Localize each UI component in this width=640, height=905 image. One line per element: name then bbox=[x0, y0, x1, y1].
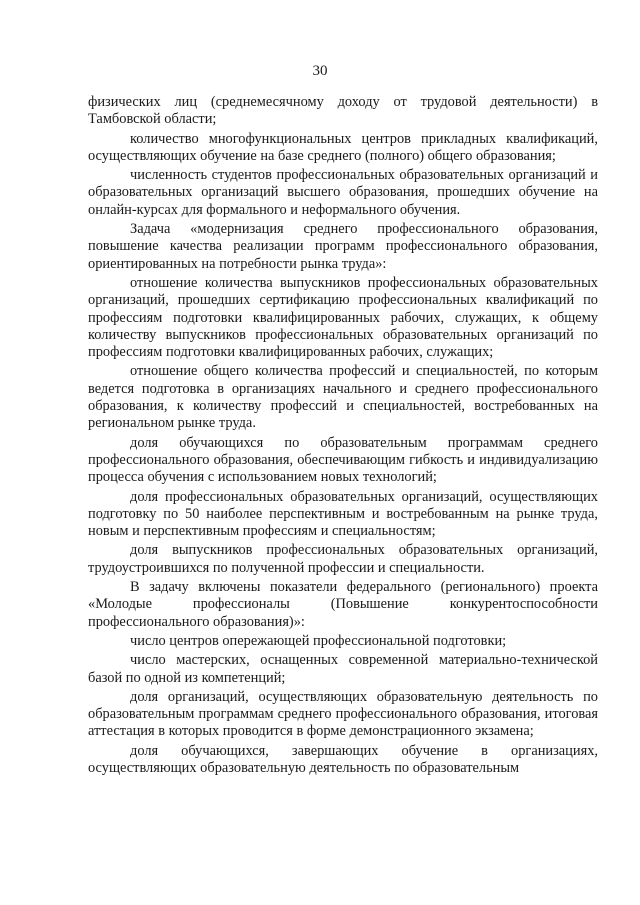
paragraph: отношение количества выпускников профессиональных образовательных организаций, прошедших сертификацию профессиональных квалификаций по профессиям подготовки квалифицированных рабочих, служащих, к общему количеству выпускников профессиональных образовательных организаций по профессиям подготовки квалифицированных рабочих, служащих; bbox=[88, 274, 598, 361]
paragraph: число мастерских, оснащенных современной материально-технической базой по одной из компетенций; bbox=[88, 652, 598, 686]
page-number: 30 bbox=[312, 63, 328, 79]
paragraph: доля профессиональных образовательных организаций, осуществляющих подготовку по 50 наиболее перспективным и востребованным на рынке труда, новым и перспективным профессиям и специальностям; bbox=[88, 488, 598, 540]
paragraph: доля обучающихся, завершающих обучение в организациях, осуществляющих образовательную деятельность по образовательным bbox=[88, 742, 598, 776]
paragraph: физических лиц (среднемесячному доходу от трудовой деятельности) в Тамбовской области; bbox=[88, 94, 598, 128]
paragraph: Задача «модернизация среднего профессионального образования, повышение качества реализации программ профессионального образования, ориентированных на потребности рынка труда»: bbox=[88, 221, 598, 272]
paragraph: доля выпускников профессиональных образовательных организаций, трудоустроившихся по полученной профессии и специальности. bbox=[88, 542, 598, 576]
paragraph: доля организаций, осуществляющих образовательную деятельность по образовательным программам среднего профессионального образования, итоговая аттестация в которых проводится в форме демонстрационного экзамена; bbox=[88, 688, 598, 740]
paragraph: количество многофункциональных центров прикладных квалификаций, осуществляющих обучение на базе среднего (полного) общего образования; bbox=[88, 130, 598, 164]
document-body bbox=[88, 94, 598, 777]
paragraph: отношение общего количества профессий и специальностей, по которым ведется подготовка в организациях начального и среднего профессионального образования, к количеству профессий и специальностей, востребованных на региональном рынке труда. bbox=[88, 363, 598, 432]
paragraph: В задачу включены показатели федерального (регионального) проекта «Молодые профессионалы (Повышение конкурентоспособности профессионального образования)»: bbox=[88, 579, 598, 630]
paragraph: число центров опережающей профессиональной подготовки; bbox=[130, 632, 507, 649]
paragraph: доля обучающихся по образовательным программам среднего профессионального образования, обеспечивающим гибкость и индивидуализацию процесса обучения с использованием новых технологий; bbox=[88, 434, 598, 486]
paragraph: численность студентов профессиональных образовательных организаций и образовательных организаций высшего образования, прошедших обучение на онлайн-курсах для формального и неформального обучения. bbox=[88, 167, 598, 218]
